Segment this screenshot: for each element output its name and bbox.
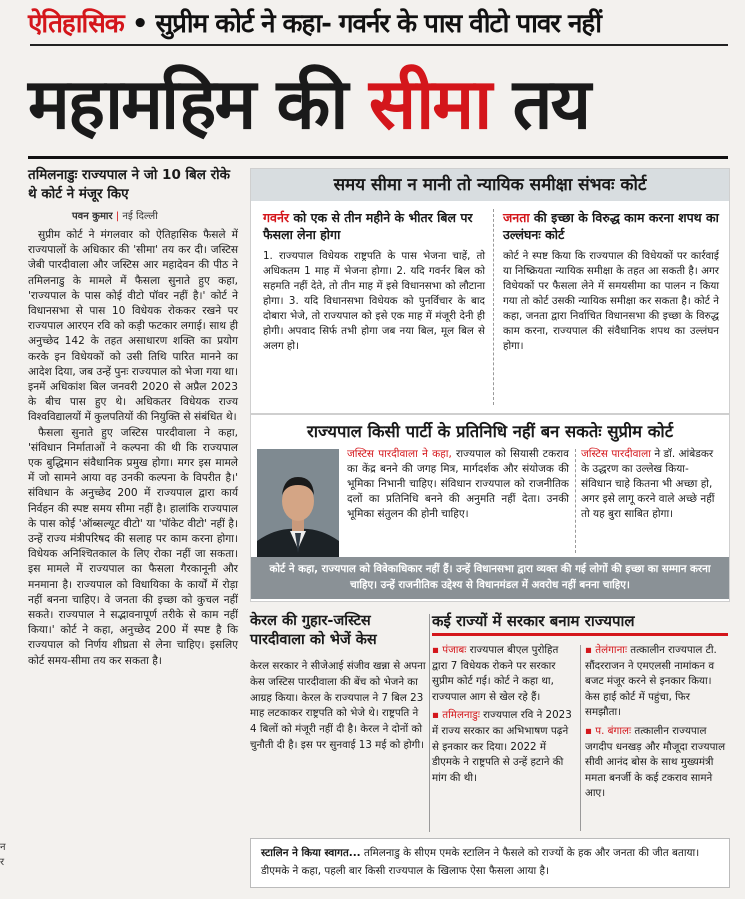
justice-portrait-icon [257, 449, 339, 567]
public-subhead [503, 209, 719, 243]
pardiwala-quote-text: राज्यपाल को सियासी टकराव का केंद्र बनने की जगह मित्र, मार्गदर्शक और संयोजक की भूमिका निभानी चाहिए। संविधान राज्यपाल को राजनीतिक दलों का प्रतिनिधि बनने की अनुमति नहीं देता। उनकी भूमिका संतुलन की होनी चाहिए। [347, 448, 569, 520]
left-story-body [28, 228, 238, 669]
kicker-text: सुप्रीम कोर्ट ने कहा- गवर्नर के पास वीटो पावर नहीं [155, 9, 601, 39]
box2-divider [575, 449, 576, 553]
state-name: ▪ तमिलनाडुः [432, 709, 480, 722]
state-item-tamilnadu [432, 708, 574, 786]
stalin-box [250, 838, 730, 888]
left-story-paragraph: सुप्रीम कोर्ट ने मंगलवार को ऐतिहासिक फैसले में राज्यपालों के अधिकार की 'सीमा' तय कर दी। जस्टिस जेबी पारदीवाला और जस्टिस आर महादेवन की पीठ ने तमिलनाडु के मामले में फैसला सुनाते हुए कहा, 'राज्यपाल के पास कोई वीटो पॉवर नहीं है।' कोर्ट ने विधानसभा से पास 10 विधेयक रोककर रखने पर राज्यपाल आरएन रवि को कड़ी फटकार लगाई। साथ ही अनुच्छेद 142 के तहत असाधारण शक्ति का प्रयोग करके इन विधेयकों को उसी तिथि पारित मानने का आदेश दिया, जब उन्हें पुनः राज्यपाल को भेजा गया था। इनमें अधिकांश बिल जनवरी 2020 से अप्रैल 2023 के बीच पास हुए थे। अधिकतर विधेयक राज्य विश्वविद्यालयों में कुलपतियों की नियुक्ति से संबंधित थे। [28, 229, 238, 424]
stalin-body: तमिलनाडु के सीएम एमके स्टालिन ने फैसले को राज्यों के हक और जनता की जीत बताया। डीएमके ने कहा, पहली बार किसी राज्यपाल के खिलाफ ऐसा फैसला आया है। [261, 847, 700, 877]
main-headline [28, 54, 728, 154]
ambedkar-quote-text: ने डॉ. आंबेडकर के उद्धरण का उल्लेख किया- संविधान चाहे कितना भी अच्छा हो, अगर इसे लागू करने वाले अच्छे नहीं तो यह बुरा साबित होगा। [581, 448, 715, 520]
governor-points: 1. राज्यपाल विधेयक राष्ट्रपति के पास भेजना चाहें, तो अधिकतम 1 माह में भेजना होगा। 2. यदि गवर्नर बिल को सहमति नहीं देते, तो तीन माह में इसे विधानसभा को लौटाना होगा। 3. यदि विधानसभा विधेयक को पुनर्विचार के बाद दोबारा भेजे, तो राज्यपाल को इसे एक माह में मंजूरी देनी ही होगी। अपवाद सिर्फ तभी होगा जब नया बिल, मूल बिल से अलग हो। [263, 250, 485, 352]
public-subhead-text: की इच्छा के विरुद्ध काम करना शपथ का उल्लंघनः कोर्ट [503, 210, 719, 242]
ambedkar-quote-red: जस्टिस पारदीवाला [581, 448, 651, 460]
justice-photo [257, 449, 339, 567]
public-text: कोर्ट ने स्पष्ट किया कि राज्यपाल की विधेयकों पर कार्रवाई या निष्क्रियता न्यायिक समीक्षा के तहत आ सकती है। अगर विधेयकों पर फैसला लेने में समयसीमा का पालन न किया गया तो कोर्ट उसकी न्यायिक समीक्षा कर सकता है। कोर्ट ने कहा, जनता द्वारा निर्वाचित विधानसभा की इच्छा के विरुद्ध काम करना, राज्यपाल की संवैधानिक शपथ का उल्लंघन होगा। [503, 250, 719, 352]
stalin-text [261, 844, 721, 880]
edge-char: न [0, 842, 6, 853]
public-subhead-red: जनता [503, 210, 530, 225]
left-story-headline: तमिलनाडुः राज्यपाल ने जो 10 बिल रोके थे कोर्ट ने मंजूर किए [28, 167, 230, 202]
kerala-story [250, 612, 426, 754]
states-left-column [432, 643, 574, 786]
left-story [28, 166, 238, 669]
state-item-punjab [432, 643, 574, 705]
state-text: राज्यपाल बीएल पुरोहित द्वारा 7 विधेयक रोकने पर सरकार सुप्रीम कोर्ट गई। कोर्ट ने कहा था, राज्यपाल आग से खेल रहे हैं। [432, 644, 559, 703]
headline-part1: महामहिम की [28, 63, 369, 145]
byline-city: नई दिल्ली [122, 211, 158, 222]
time-limit-box [250, 168, 730, 414]
not-party-representative-box [250, 414, 730, 602]
box2-caption-text: कोर्ट ने कहा, राज्यपाल को विवेकाधिकार नहीं हैं। उन्हें विधानसभा द्वारा व्यक्त की गई लोगों की इच्छा का सम्मान करना चाहिए। उन्हें राजनीतिक उद्देश्य से विधानमंडल में अवरोध नहीं बनना चाहिए। [269, 563, 711, 591]
states-right-column [585, 643, 728, 802]
stalin-bold: स्टालिन ने किया स्वागत... [261, 847, 361, 859]
headline-part2: सीमा [368, 63, 491, 145]
state-name: ▪ प. बंगालः [585, 724, 632, 737]
governor-subhead-text: को एक से तीन महीने के भीतर बिल पर फैसला लेना होगा [263, 210, 473, 242]
left-story-paragraph: फैसला सुनाते हुए जस्टिस पारदीवाला ने कहा, 'संविधान निर्माताओं ने कल्पना की थी कि राज्यपाल एक बुद्धिमान संवैधानिक प्रमुख होगा। मगर इस मामले में जो सामने आया वह उनकी कल्पना के विपरीत है।' संविधान के अनुच्छेद 200 में राज्यपाल द्वारा कार्य निर्वहन की स्पष्ट समय सीमा नहीं है। हालांकि राज्यपाल के पास कोई 'ऑब्सल्यूट वीटो' या 'पॉकेट वीटो' नहीं है। उन्हें राज्य मंत्रीपरिषद की सलाह पर काम करना होगा। विधेयक अनिश्चितकाल के लिए रोका नहीं जा सकता। इस मामले में राज्यपाल का फैसला गैरकानूनी और मनमाना है। राज्यपाल को विधायिका के कार्यों में रोड़ा नहीं बनना चाहिए। वे जनता की इच्छा को कुचल नहीं सकते। राज्यपाल ने सद्भावनापूर्ण तरीके से काम नहीं किया।' कोर्ट ने कहा, अनुच्छेद 200 में स्पष्ट है कि राज्यपाल को निर्णय शीघ्रता से लेना चाहिए। इसलिए कोर्ट समय-सीमा तय कर सकता है। [28, 426, 238, 667]
kicker-tag: ऐतिहासिक [28, 9, 124, 39]
box2-caption [251, 557, 729, 599]
box2-title: राज्यपाल किसी पार्टी के प्रतिनिधि नहीं बन सकतेः सुप्रीम कोर्ट [306, 422, 674, 441]
state-item-westbengal [585, 724, 728, 802]
states-headline: कई राज्यों में सरकार बनाम राज्यपाल [432, 612, 728, 636]
state-text: राज्यपाल रवि ने 2023 में राज्य सरकार का अभिभाषण पढ़ने से इनकार कर दिया। 2022 में डीएमके ने राष्ट्रपति से उन्हें हटाने की मांग की थी। [432, 709, 572, 784]
box1-divider [493, 209, 494, 405]
states-story [432, 612, 728, 642]
state-item-telangana [585, 643, 728, 721]
state-name: ▪ तेलंगानाः [585, 644, 628, 656]
ambedkar-quote [581, 447, 721, 522]
state-text: तत्कालीन राज्यपाल जगदीप धनखड़ और मौजूदा राज्यपाल सीवी आनंद बोस के साथ मुख्यमंत्री ममता बनर्जी के कई टकराव सामने आए। [585, 724, 726, 800]
pardiwala-quote-red: जस्टिस पारदीवाला ने कहा, [347, 448, 452, 460]
byline-separator: | [115, 211, 120, 222]
headline-part3: तय [490, 63, 590, 145]
headline-rule [28, 156, 728, 159]
governor-subhead [263, 209, 485, 243]
kicker [28, 4, 733, 46]
column-divider [429, 614, 430, 832]
edge-char: र [0, 857, 5, 868]
governor-subhead-red: गवर्नर [263, 210, 290, 225]
byline [72, 208, 238, 222]
pardiwala-quote [347, 447, 569, 522]
byline-name: पवन कुमार [72, 211, 113, 222]
states-divider [580, 645, 581, 831]
kerala-text: केरल सरकार ने सीजेआई संजीव खन्ना से अपना केस जस्टिस पारदीवाला की बेंच को भेजने का आग्रह किया। केरल के राज्यपाल ने 7 बिल 23 माह लटकाकर राष्ट्रपति को भेजे थे। राष्ट्रपति ने 4 बिलों को मंजूरी नहीं दी है। केरल ने दोनों को चुनौती दी है। इस पर सुनवाई 13 मई को होगी। [250, 660, 426, 751]
state-name: ▪ पंजाबः [432, 644, 467, 656]
time-limit-box-title: समय सीमा न मानी तो न्यायिक समीक्षा संभवः कोर्ट [251, 169, 729, 201]
state-text: तत्कालीन राज्यपाल टी. सौंदरराजन ने एमएलसी नामांकन व बजट मंजूर करने से इनकार किया। केस हाई कोर्ट में पहुंचा, फिर समझौता। [585, 644, 717, 719]
kerala-headline: केरल की गुहार-जस्टिस पारदीवाला को भेजें केस [250, 613, 377, 648]
kicker-rule [30, 44, 728, 46]
page-edge-text [0, 840, 6, 870]
kicker-bullet: • [131, 9, 148, 39]
